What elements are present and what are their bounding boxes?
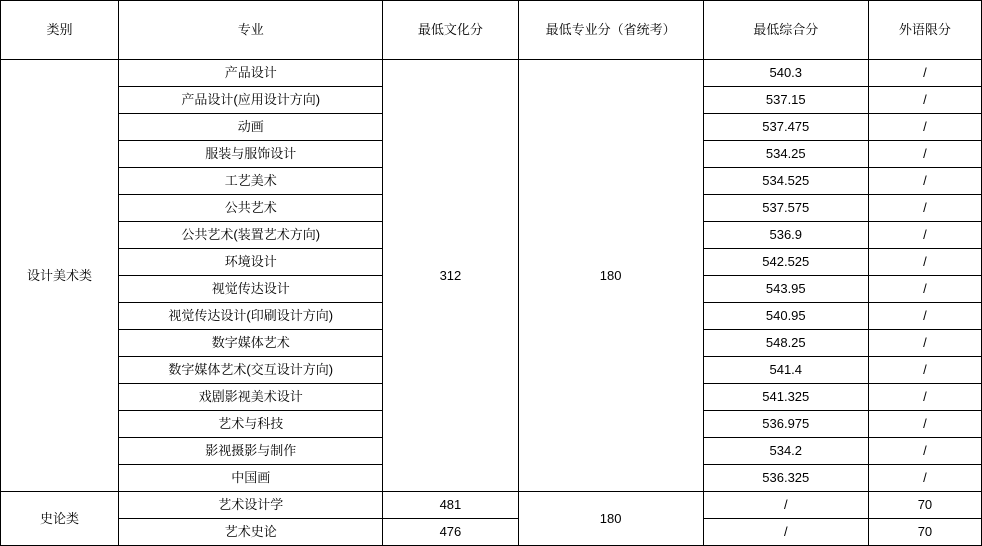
table-row (1, 60, 982, 87)
column-header-major: 专业 (119, 1, 383, 60)
language-limit-cell: / (868, 168, 981, 195)
column-header-category: 类别 (1, 1, 119, 60)
language-limit-cell: / (868, 114, 981, 141)
major-cell: 戏剧影视美术设计 (119, 384, 383, 411)
major-cell: 艺术史论 (119, 519, 383, 546)
major-cell: 艺术与科技 (119, 411, 383, 438)
composite-score-cell: / (703, 519, 868, 546)
language-limit-cell: / (868, 465, 981, 492)
major-cell: 环境设计 (119, 249, 383, 276)
language-limit-cell: / (868, 141, 981, 168)
composite-score-cell: 542.525 (703, 249, 868, 276)
composite-score-cell: 536.9 (703, 222, 868, 249)
major-cell: 服装与服饰设计 (119, 141, 383, 168)
major-cell: 数字媒体艺术 (119, 330, 383, 357)
major-cell: 视觉传达设计(印刷设计方向) (119, 303, 383, 330)
category-cell-history-theory: 史论类 (1, 492, 119, 546)
composite-score-cell: 543.95 (703, 276, 868, 303)
composite-score-cell: / (703, 492, 868, 519)
column-header-language-limit: 外语限分 (868, 1, 981, 60)
language-limit-cell: / (868, 249, 981, 276)
language-limit-cell: / (868, 195, 981, 222)
major-cell: 动画 (119, 114, 383, 141)
composite-score-cell: 541.325 (703, 384, 868, 411)
column-header-composite-score: 最低综合分 (703, 1, 868, 60)
culture-score-cell: 476 (383, 519, 518, 546)
composite-score-cell: 534.25 (703, 141, 868, 168)
major-cell: 工艺美术 (119, 168, 383, 195)
professional-score-cell-history-theory: 180 (518, 492, 703, 546)
major-cell: 数字媒体艺术(交互设计方向) (119, 357, 383, 384)
composite-score-cell: 540.3 (703, 60, 868, 87)
professional-score-cell-design-art: 180 (518, 60, 703, 492)
column-header-professional-score: 最低专业分（省统考） (518, 1, 703, 60)
language-limit-cell: 70 (868, 519, 981, 546)
table-row (1, 492, 982, 519)
major-cell: 公共艺术(装置艺术方向) (119, 222, 383, 249)
language-limit-cell: / (868, 87, 981, 114)
major-cell: 影视摄影与制作 (119, 438, 383, 465)
table-header (1, 1, 982, 60)
language-limit-cell: / (868, 276, 981, 303)
language-limit-cell: / (868, 438, 981, 465)
composite-score-cell: 548.25 (703, 330, 868, 357)
composite-score-cell: 541.4 (703, 357, 868, 384)
major-cell: 产品设计(应用设计方向) (119, 87, 383, 114)
language-limit-cell: / (868, 303, 981, 330)
category-cell-design-art: 设计美术类 (1, 60, 119, 492)
language-limit-cell: 70 (868, 492, 981, 519)
language-limit-cell: / (868, 222, 981, 249)
major-cell: 公共艺术 (119, 195, 383, 222)
language-limit-cell: / (868, 411, 981, 438)
language-limit-cell: / (868, 384, 981, 411)
major-cell: 中国画 (119, 465, 383, 492)
culture-score-cell-design-art: 312 (383, 60, 518, 492)
composite-score-cell: 537.15 (703, 87, 868, 114)
composite-score-cell: 537.475 (703, 114, 868, 141)
language-limit-cell: / (868, 60, 981, 87)
language-limit-cell: / (868, 357, 981, 384)
composite-score-cell: 536.975 (703, 411, 868, 438)
composite-score-cell: 534.525 (703, 168, 868, 195)
table-row (1, 519, 982, 546)
major-cell: 艺术设计学 (119, 492, 383, 519)
composite-score-cell: 534.2 (703, 438, 868, 465)
major-cell: 产品设计 (119, 60, 383, 87)
composite-score-cell: 540.95 (703, 303, 868, 330)
language-limit-cell: / (868, 330, 981, 357)
composite-score-cell: 536.325 (703, 465, 868, 492)
composite-score-cell: 537.575 (703, 195, 868, 222)
culture-score-cell: 481 (383, 492, 518, 519)
column-header-culture-score: 最低文化分 (383, 1, 518, 60)
major-cell: 视觉传达设计 (119, 276, 383, 303)
table-header-row (1, 1, 982, 60)
table-body (1, 60, 982, 546)
